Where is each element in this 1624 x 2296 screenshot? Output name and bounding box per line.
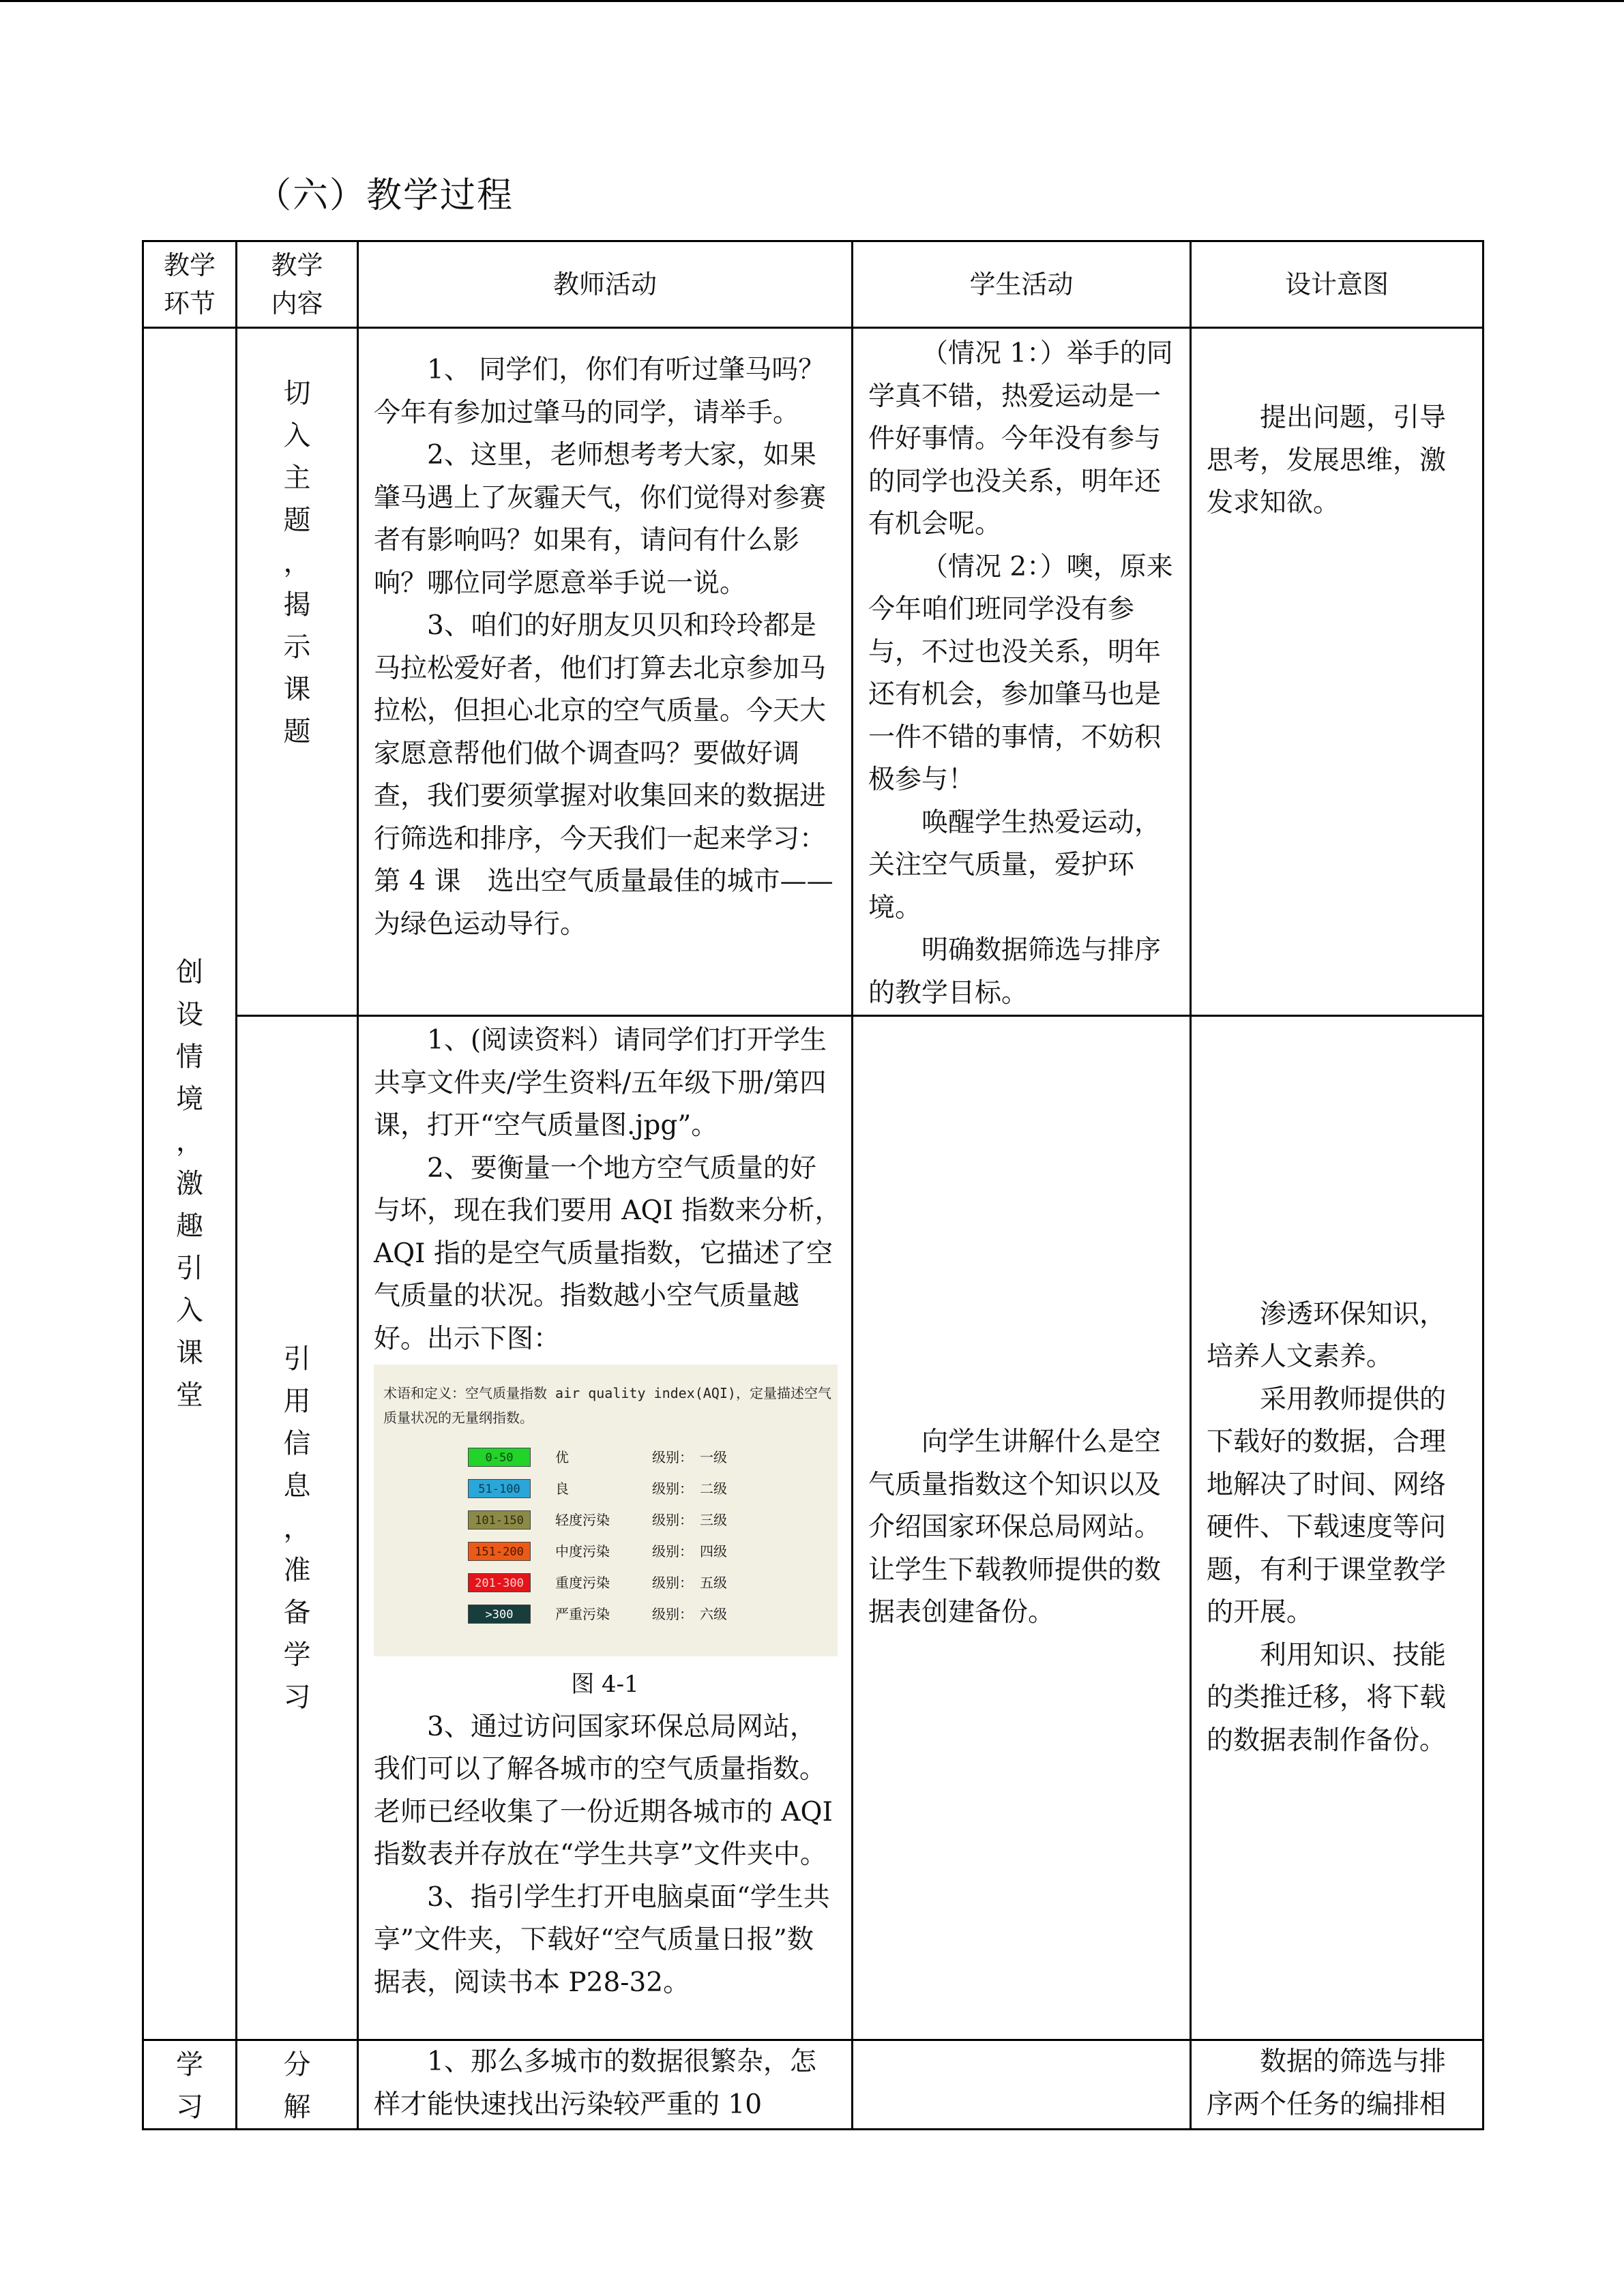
table-header-row xyxy=(143,241,1483,328)
aqi-level-grade: 级别： 五级 xyxy=(652,1575,727,1591)
stage-vertical-text xyxy=(144,2041,235,2128)
content-cell-decompose xyxy=(237,2040,358,2130)
aqi-level-grade: 级别： 三级 xyxy=(652,1512,727,1528)
student-activity-intro xyxy=(853,328,1191,1016)
paragraph: 1、 同学们，你们有听过肇马吗？今年有参加过肇马的同学，请举手。 xyxy=(374,355,825,428)
aqi-level-row xyxy=(468,1448,823,1468)
aqi-level-grade: 级别： 六级 xyxy=(652,1606,727,1622)
header-design-intent: 设计意图 xyxy=(1191,241,1483,328)
table-row-information xyxy=(143,1016,1483,2040)
vertical-char: ， xyxy=(283,1512,311,1544)
vertical-char: 入 xyxy=(283,420,311,451)
paragraph: 3、指引学生打开电脑桌面“学生共享”文件夹，下载好“空气质量日报”数据表，阅读书本 P28-32。 xyxy=(374,1881,830,1998)
paragraph: 1、那么多城市的数据很繁杂，怎样才能快速找出污染较严重的 10 xyxy=(374,2046,816,2120)
aqi-figure xyxy=(374,1365,838,1656)
aqi-level-grade: 级别： 二级 xyxy=(652,1480,727,1497)
vertical-char: 习 xyxy=(283,1681,311,1713)
vertical-char: 习 xyxy=(176,2091,203,2123)
vertical-char: 堂 xyxy=(176,1380,203,1411)
aqi-level-row xyxy=(468,1573,823,1594)
aqi-range-badge: 0-50 xyxy=(468,1448,531,1467)
aqi-range-badge: 201-300 xyxy=(468,1573,531,1592)
paragraph: 3、通过访问国家环保总局网站，我们可以了解各城市的空气质量指数。老师已经收集了一份近期各城市的 AQI 指数表并存放在“学生共享”文件夹中。 xyxy=(374,1711,833,1870)
aqi-range-badge: 51-100 xyxy=(468,1479,531,1498)
paragraph: （情况 2：）噢，原来今年咱们班同学没有参与，不过也没关系，明年还有机会，参加肇马也是一件不错的事情，不妨积极参与！ xyxy=(868,551,1173,795)
header-teacher-activity: 教师活动 xyxy=(358,241,853,328)
aqi-range-badge: >300 xyxy=(468,1605,531,1624)
vertical-char: 揭 xyxy=(283,589,311,621)
header-content: 教学 内容 xyxy=(237,241,358,328)
paragraph: 渗透环保知识，培养人文素养。 xyxy=(1207,1298,1447,1373)
header-student-activity: 学生活动 xyxy=(853,241,1191,328)
aqi-level-grade: 级别： 四级 xyxy=(652,1543,727,1560)
aqi-level-grade: 级别： 一级 xyxy=(652,1449,727,1465)
design-intent-information xyxy=(1191,1016,1483,2040)
vertical-char: 引 xyxy=(283,1343,311,1375)
paragraph: 数据的筛选与排序两个任务的编排相 xyxy=(1207,2046,1447,2120)
vertical-char: 题 xyxy=(283,505,311,536)
stage-cell-learning xyxy=(143,2040,237,2130)
paragraph: 3、咱们的好朋友贝贝和玲玲都是马拉松爱好者，他们打算去北京参加马拉松，但担心北京的空气质量。今天大家愿意帮他们做个调查吗？要做好调查，我们要须掌握对收集回来的数据进行筛选和排序，今天我们一起来学习：第 4 课 选出空气质量最佳的城市——为绿色运动导行。 xyxy=(374,610,833,940)
vertical-char: 入 xyxy=(176,1295,203,1326)
vertical-char: 课 xyxy=(283,674,311,705)
vertical-char: 学 xyxy=(283,1639,311,1671)
vertical-char: 用 xyxy=(283,1385,311,1417)
vertical-char: 信 xyxy=(283,1427,311,1459)
stage-cell-create-scenario xyxy=(143,328,237,2040)
student-activity-learning xyxy=(853,2040,1191,2130)
vertical-char: 引 xyxy=(176,1253,203,1284)
vertical-char: 激 xyxy=(176,1168,203,1199)
content-cell-information xyxy=(237,1016,358,2040)
paragraph: 唤醒学生热爱运动，关注空气质量，爱护环境。 xyxy=(868,807,1162,923)
vertical-char: 分 xyxy=(283,2049,311,2081)
vertical-char: 备 xyxy=(283,1596,311,1628)
student-activity-information xyxy=(853,1016,1191,2040)
paragraph: 1、(阅读资料）请同学们打开学生共享文件夹/学生资料/五年级下册/第四课，打开“空气质量图.jpg”。 xyxy=(374,1025,827,1141)
aqi-level-name: 轻度污染 xyxy=(555,1512,610,1528)
paragraph: 2、要衡量一个地方空气质量的好与坏，现在我们要用 AQI 指数来分析， AQI 指的是空气质量指数，它描述了空气质量的状况。指数越小空气质量越好。出示下图： xyxy=(374,1152,855,1354)
content-vertical-text xyxy=(237,372,357,753)
design-intent-intro xyxy=(1191,328,1483,1016)
paragraph: 明确数据筛选与排序的教学目标。 xyxy=(868,935,1162,1009)
teacher-activity-information xyxy=(358,1016,853,2040)
teaching-process-table xyxy=(142,240,1484,2130)
vertical-char: 创 xyxy=(176,957,203,988)
vertical-char: 主 xyxy=(283,462,311,494)
teacher-activity-learning xyxy=(358,2040,853,2130)
vertical-char: ， xyxy=(176,1126,203,1157)
content-vertical-text xyxy=(237,1338,357,1718)
aqi-level-name: 严重污染 xyxy=(555,1606,610,1622)
vertical-char: 切 xyxy=(283,378,311,409)
vertical-char: ， xyxy=(283,547,311,578)
vertical-char: 趣 xyxy=(176,1210,203,1242)
vertical-char: 示 xyxy=(283,631,311,663)
content-cell-intro xyxy=(237,328,358,1016)
stage-vertical-text xyxy=(144,951,235,1416)
paragraph: 利用知识、技能的类推迁移，将下载的数据表制作备份。 xyxy=(1207,1639,1447,1756)
vertical-char: 息 xyxy=(283,1470,311,1502)
vertical-char: 境 xyxy=(176,1084,203,1115)
header-stage: 教学 环节 xyxy=(143,241,237,328)
table-row-learning xyxy=(143,2040,1483,2130)
vertical-char: 设 xyxy=(176,999,203,1030)
aqi-level-name: 重度污染 xyxy=(555,1575,610,1591)
content-vertical-text xyxy=(237,2041,357,2128)
vertical-char: 解 xyxy=(283,2091,311,2123)
aqi-definition: 术语和定义：空气质量指数 air quality index(AQI)，定量描述空气质量状况的无量纲指数。 xyxy=(383,1385,831,1426)
aqi-level-row xyxy=(468,1510,823,1531)
paragraph: 2、这里，老师想考考大家，如果肇马遇上了灰霾天气，你们觉得对参赛者有影响吗？如果有，请问有什么影响？哪位同学愿意举手说一说。 xyxy=(374,440,827,599)
paragraph: 采用教师提供的下载好的数据，合理地解决了时间、网络硬件、下载速度等问题，有利于课堂教学的开展。 xyxy=(1207,1384,1447,1628)
vertical-char: 准 xyxy=(283,1554,311,1586)
table-row-intro xyxy=(143,328,1483,1016)
paragraph: （情况 1：）举手的同学真不错，热爱运动是一件好事情。今年没有参与的同学也没关系，明年还有机会呢。 xyxy=(868,338,1173,539)
paragraph: 向学生讲解什么是空气质量指数这个知识以及介绍国家环保总局网站。让学生下载教师提供的数据表创建备份。 xyxy=(868,1427,1162,1628)
aqi-level-name: 良 xyxy=(555,1480,569,1497)
aqi-level-name: 优 xyxy=(555,1449,569,1465)
aqi-range-badge: 101-150 xyxy=(468,1510,531,1530)
top-border-line xyxy=(0,0,1624,2)
paragraph: 提出问题，引导思考，发展思维，激发求知欲。 xyxy=(1207,402,1447,518)
vertical-char: 课 xyxy=(176,1337,203,1369)
design-intent-learning xyxy=(1191,2040,1483,2130)
vertical-char: 题 xyxy=(283,716,311,747)
aqi-range-badge: 151-200 xyxy=(468,1542,531,1561)
vertical-char: 情 xyxy=(176,1041,203,1073)
aqi-level-name: 中度污染 xyxy=(555,1543,610,1560)
section-title: （六）教学过程 xyxy=(256,175,514,216)
vertical-char: 学 xyxy=(176,2049,203,2081)
aqi-level-row xyxy=(468,1542,823,1562)
aqi-level-row xyxy=(468,1479,823,1500)
teacher-activity-intro xyxy=(358,328,853,1016)
figure-caption: 图 4-1 xyxy=(571,1671,639,1698)
aqi-level-row xyxy=(468,1605,823,1625)
